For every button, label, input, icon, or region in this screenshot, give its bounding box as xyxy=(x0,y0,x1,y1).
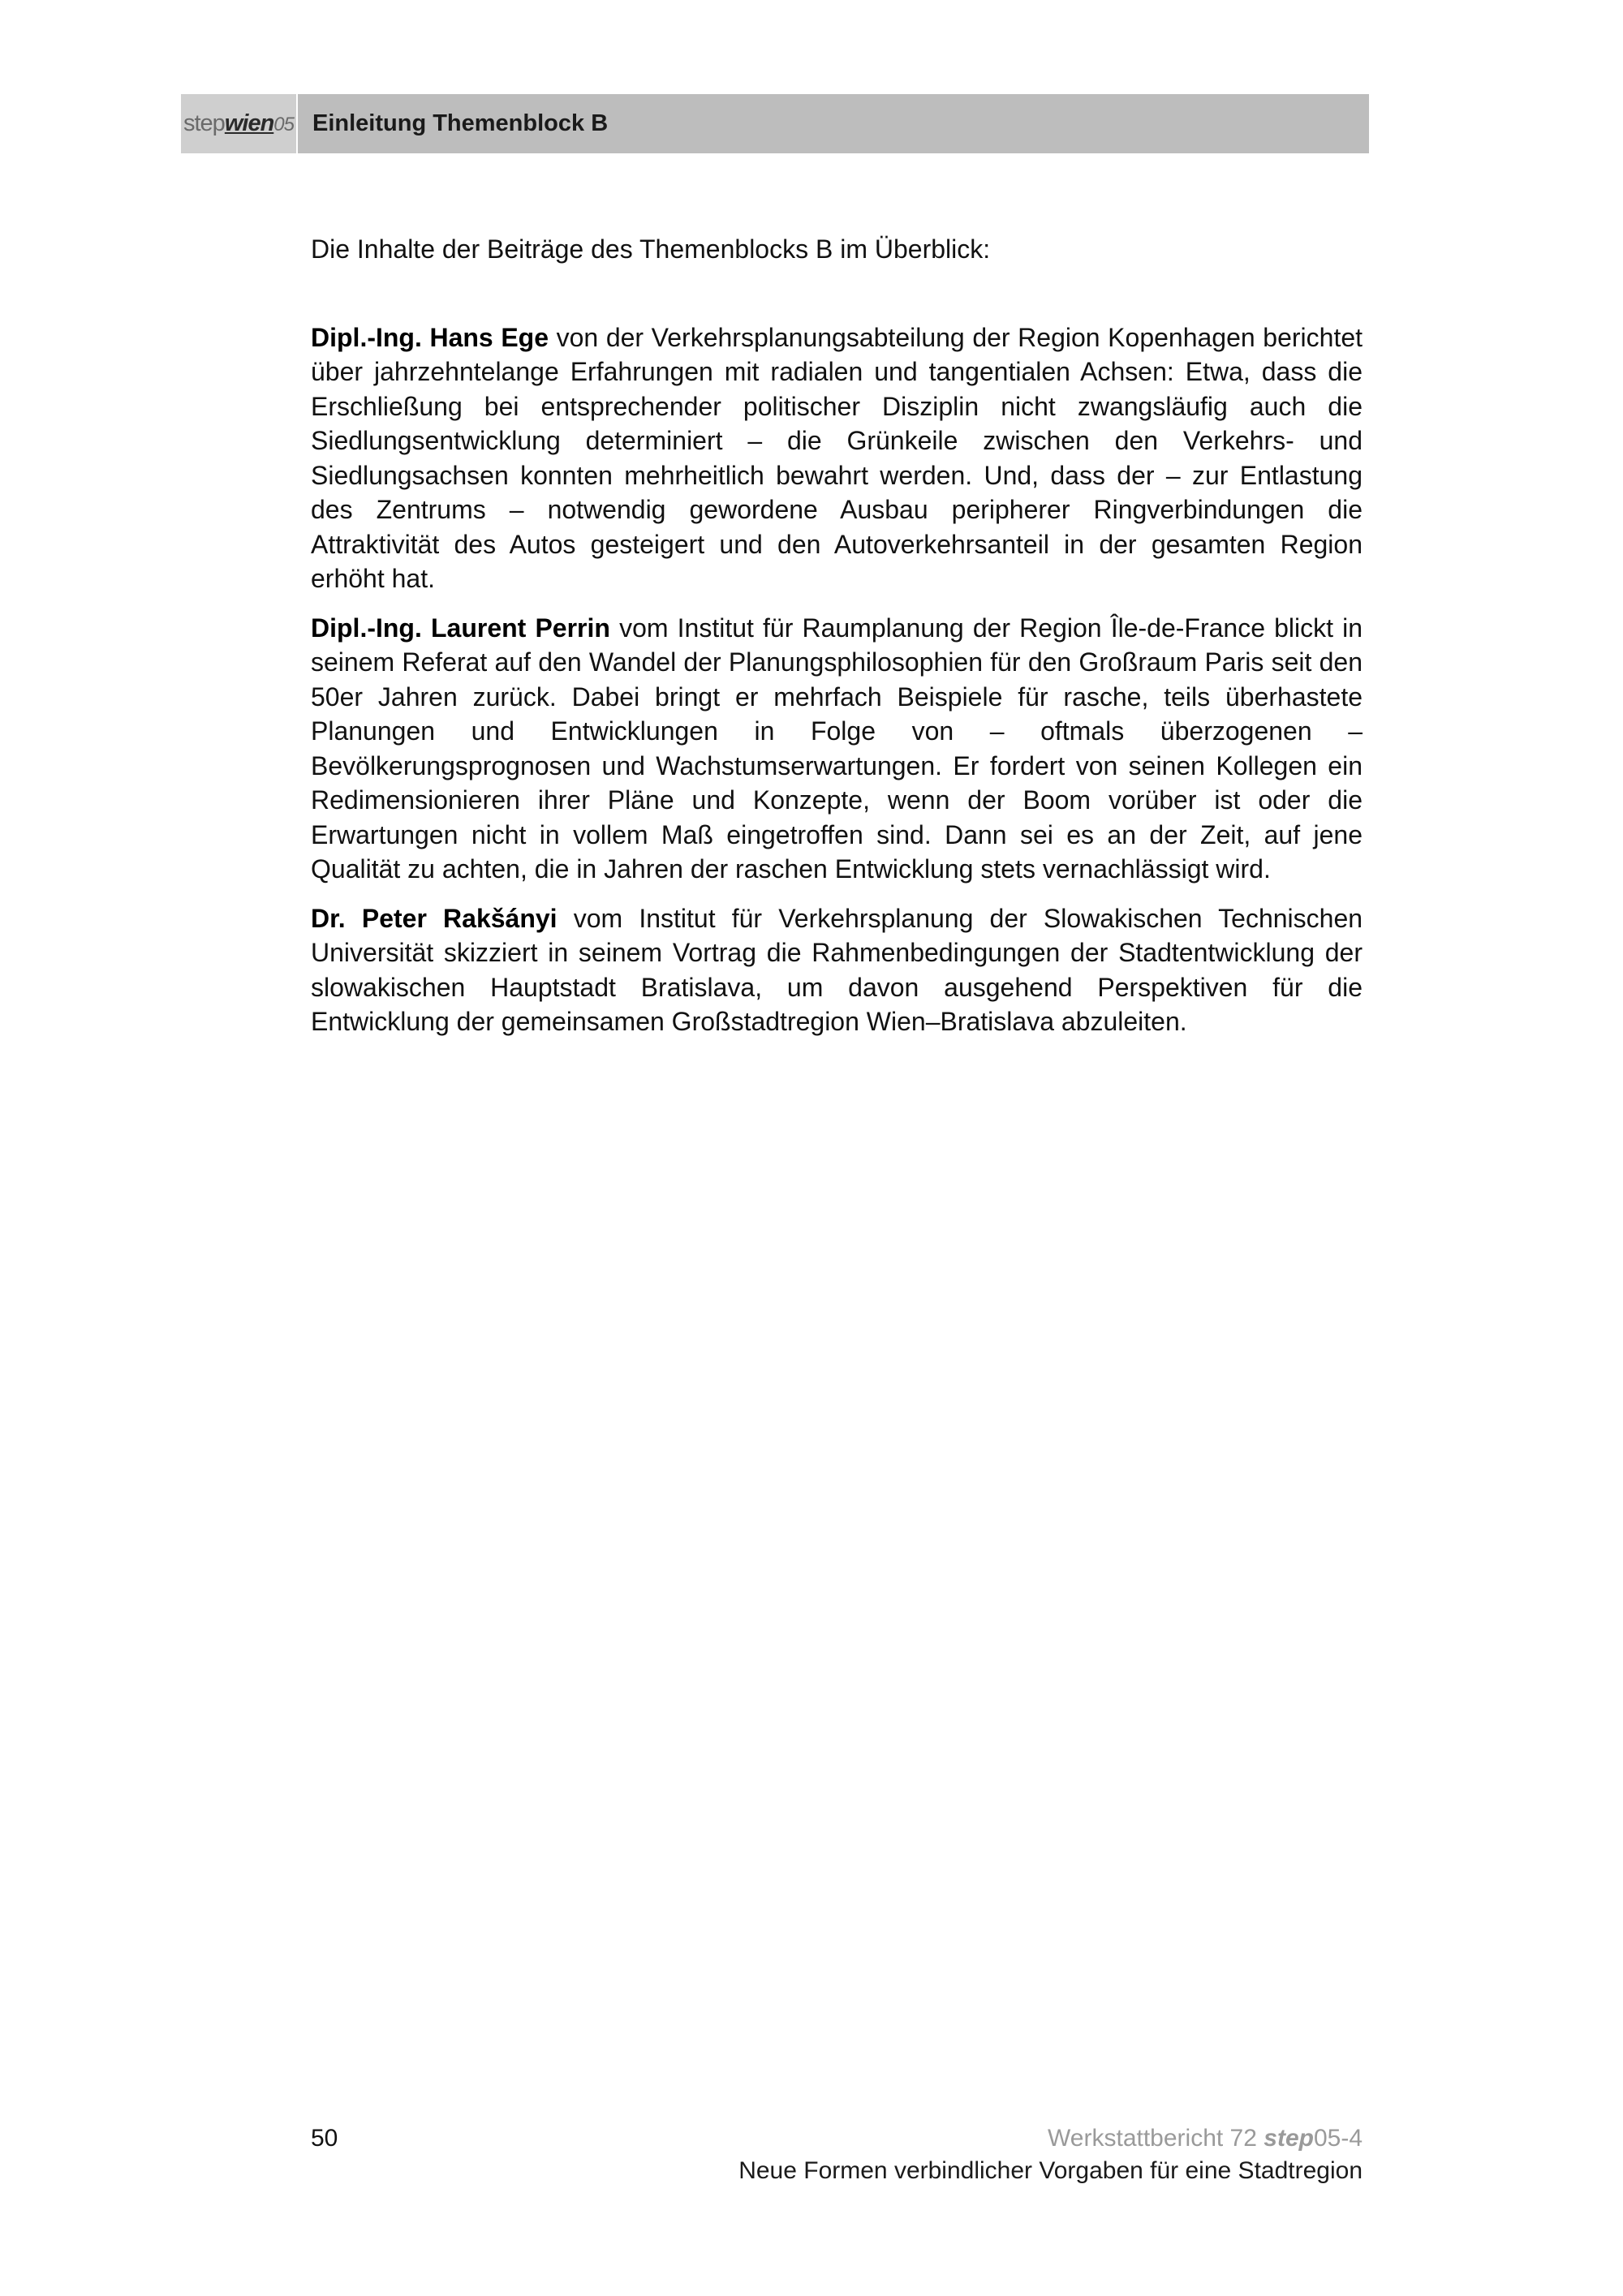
series-step: step xyxy=(1264,2125,1314,2152)
intro-text: Die Inhalte der Beiträge des Themenblocks B im Überblick: xyxy=(311,234,991,264)
paragraph-ege xyxy=(311,320,1363,596)
author-fullname: Laurent Perrin xyxy=(430,613,610,643)
series-prefix: Werkstattbericht 72 xyxy=(1048,2125,1264,2152)
author-title: Dr. xyxy=(311,903,346,933)
paragraph-body: von der Verkehrsplanungsabteilung der Region Kopenhagen berichtet über jahrzehntelange Erfahrungen mit radialen und tangentialen Achsen: Etwa, dass die Erschließung bei entsprechender politischer Disziplin nicht zwangsläufig auch die Siedlungsentwicklung determiniert – die Grünkeile zwischen den Verkehrs- und Siedlungsachsen konnten mehrheitlich bewahrt werden. Und, dass der – zur Entlastung des Zentrums – notwendig gewordene Ausbau peripherer Ringverbindungen die Attraktivität des Autos gesteigert und den Autoverkehrsanteil in der gesamten Region erhöht hat. xyxy=(311,322,1363,593)
author-name xyxy=(311,904,558,933)
paragraph-body: vom Institut für Raumplanung der Region Île-de-France blickt in seinem Referat auf den Wandel der Planungsphilosophien für den Großraum Paris seit den 50er Jahren zurück. Dabei bringt er mehrfach Beispiele für rasche, teils überhastete Planungen und Entwicklungen in Folge von – oftmals überzogenen – Bevölkerungsprognosen und Wachstumserwartungen. Er fordert von seinen Kollegen ein Redimensionieren ihrer Pläne und Konzepte, wenn der Boom vorüber ist oder die Erwartungen nicht in vollem Maß eingetroffen sind. Dann sei es an der Zeit, auf jene Qualität zu achten, die in Jahren der raschen Entwicklung stets vernachlässigt wird. xyxy=(311,613,1363,884)
step-wien-logo xyxy=(181,94,298,153)
author-name xyxy=(311,613,610,643)
page-number: 50 xyxy=(311,2125,338,2152)
logo-step: step xyxy=(183,110,225,136)
logo-number: 05 xyxy=(273,114,294,135)
footer-subtitle: Neue Formen verbindlicher Vorgaben für eine Stadtregion xyxy=(738,2157,1363,2184)
section-title: Einleitung Themenblock B xyxy=(312,110,609,136)
author-title: Dipl.-Ing. xyxy=(311,322,422,352)
paragraph-body: vom Institut für Verkehrsplanung der Slowakischen Technischen Universität skizziert in seinem Vortrag die Rahmenbedingungen der Stadtentwicklung der slowakischen Hauptstadt Bratislava, um davon ausgehend Perspektiven für die Entwicklung der gemeinsamen Großstadtregion Wien–Bratislava abzuleiten. xyxy=(311,903,1363,1036)
author-fullname: Peter Rakšányi xyxy=(361,903,558,933)
paragraph-perrin xyxy=(311,611,1363,887)
series-suffix: 05-4 xyxy=(1313,2125,1363,2152)
header-bar xyxy=(181,94,1369,153)
paragraph-raksanyi xyxy=(311,901,1363,1039)
main-content xyxy=(311,232,1363,1054)
logo-wien: wien xyxy=(224,110,274,136)
logo-wordmark xyxy=(183,110,294,137)
author-name xyxy=(311,323,549,352)
footer-series xyxy=(738,2122,1363,2155)
author-fullname: Hans Ege xyxy=(429,322,549,352)
footer-info xyxy=(738,2122,1363,2187)
author-title: Dipl.-Ing. xyxy=(311,613,422,643)
